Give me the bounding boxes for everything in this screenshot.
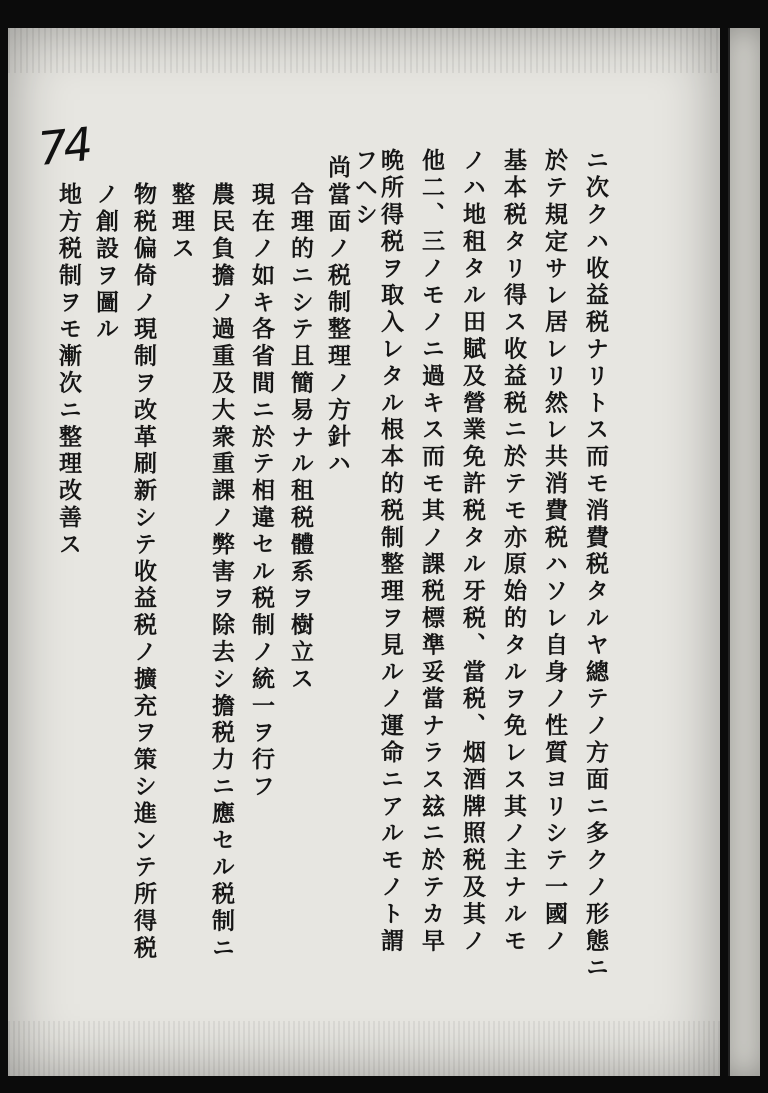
text-column-1: ニ次クハ收益税ナリトス而モ消費税タルヤ總テノ方面ニ多クノ形態ニ bbox=[582, 148, 609, 982]
text-column-8: 尚當面ノ税制整理ノ方針ハ bbox=[324, 155, 351, 478]
text-column-7: フヘシ bbox=[351, 148, 378, 229]
text-item-2: 現在ノ如キ各省間ニ於テ相違セル税制ノ統一ヲ行フ bbox=[248, 182, 275, 801]
text-item-4-cont: ノ創設ヲ圖ル bbox=[92, 182, 119, 344]
text-column-4: ノハ地租タル田賦及營業免許税タル牙税、當税、烟酒牌照税及其ノ bbox=[459, 148, 486, 955]
text-column-3: 基本税タリ得ス收益税ニ於テモ亦原始的タルヲ免レス其ノ主ナルモ bbox=[500, 148, 527, 955]
text-column-5: 他二、三ノモノニ過キス而モ其ノ課税標準妥當ナラス玆ニ於テカ早 bbox=[418, 148, 445, 955]
text-column-2: 於テ規定サレ居レリ然レ共消費税ハソレ自身ノ性質ヨリシテ一國ノ bbox=[541, 148, 568, 955]
text-item-1: 合理的ニシテ且簡易ナル租税體系ヲ樹立ス bbox=[287, 182, 314, 694]
text-item-5: 地方税制ヲモ漸次ニ整理改善ス bbox=[55, 182, 82, 559]
adjacent-page-edge bbox=[728, 28, 760, 1076]
text-item-4: 物税偏倚ノ現制ヲ改革刷新シテ收益税ノ擴充ヲ策シ進ンテ所得税 bbox=[130, 182, 157, 963]
text-column-6: 晩所得税ヲ取入レタル根本的税制整理ヲ見ルノ運命ニアルモノト謂 bbox=[377, 148, 404, 955]
text-item-3: 農民負擔ノ過重及大衆重課ノ弊害ヲ除去シ擔税力ニ應セル税制ニ bbox=[208, 182, 235, 963]
page-number: 74 bbox=[35, 117, 92, 177]
text-item-3-cont: 整理ス bbox=[168, 182, 195, 263]
